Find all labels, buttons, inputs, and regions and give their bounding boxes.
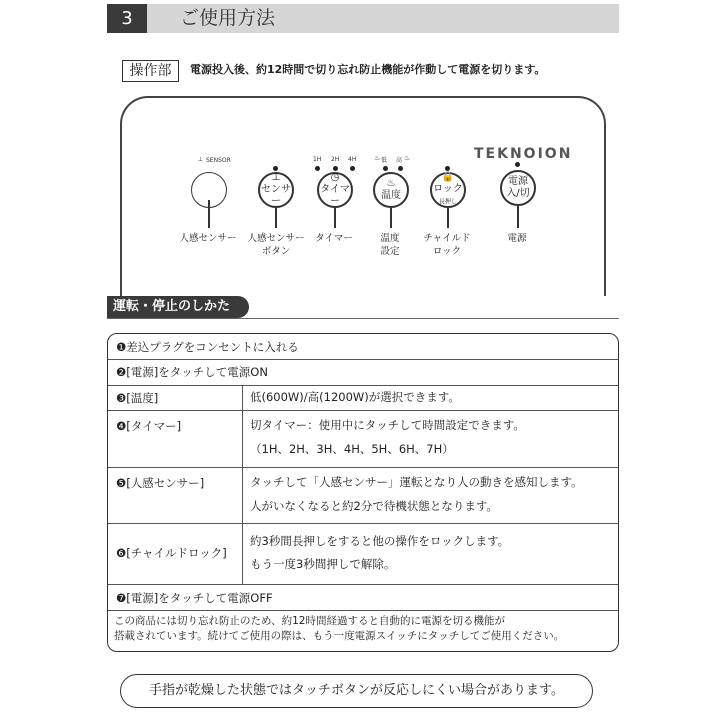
step-3-key: ❸[温度]	[116, 391, 159, 405]
step-7: ❼[電源]をタッチして電源OFF	[116, 591, 273, 605]
step-5-key: ❺[人感センサー]	[116, 476, 205, 490]
step-5-line1: タッチして「人感センサー」運転となり人の動きを感知します。	[250, 475, 583, 489]
sensor-button-caption: 人感センサー ボタン	[247, 233, 305, 257]
step-4-line1: 切タイマー：使用中にタッチして時間設定できます。	[250, 418, 525, 432]
person-icon: ⊥	[271, 172, 281, 183]
temperature-button-label: 温度	[381, 190, 401, 201]
clock-icon: ◷	[330, 172, 340, 183]
section-number: 3	[107, 4, 147, 33]
table-row	[108, 359, 618, 386]
timer-caption: タイマー	[315, 233, 353, 244]
sensor-indicator	[273, 166, 278, 171]
table-row	[108, 410, 618, 468]
power-indicator	[515, 162, 520, 167]
step-6-line2: もう一度3秒間押しで解除。	[250, 557, 396, 571]
lock-indicator	[445, 166, 450, 171]
power-button[interactable]	[500, 170, 536, 206]
table-row	[108, 467, 618, 524]
power-button-label: 電源 入/切	[506, 176, 530, 199]
section-title: ご使用方法	[180, 7, 276, 29]
human-sensor-label: 人感センサー	[179, 233, 237, 244]
table-row	[108, 385, 618, 411]
step-4-line2: （1H、2H、3H、4H、5H、6H、7H）	[250, 442, 454, 456]
table-note-row	[108, 610, 618, 652]
leader-line-sensor	[275, 208, 277, 228]
table-row	[108, 584, 618, 611]
sensor-icon: ⊥	[198, 156, 204, 163]
leader-line-sensor-window	[208, 200, 210, 228]
table-row	[108, 334, 618, 360]
timer-indicator-1h	[315, 166, 320, 171]
flame-icon: ♨	[386, 178, 396, 189]
leader-line-timer	[334, 208, 336, 228]
leader-line-lock	[447, 208, 449, 228]
child-lock-button[interactable]	[430, 172, 466, 208]
temp-indicator-high	[398, 166, 403, 171]
column-divider	[242, 467, 243, 523]
column-divider	[242, 385, 243, 410]
flame-low-icon: ♨	[374, 154, 381, 162]
touch-notice: 手指が乾燥した状態ではタッチボタンが反応しにくい場合があります。	[120, 674, 593, 708]
step-5-line2: 人がいなくなると約2分で待機状態となります。	[250, 499, 498, 513]
auto-off-note-line2: 搭載されています。続けてご使用の際は、もう一度電源スイッチにタッチしてご使用ください。	[114, 630, 565, 642]
leader-line-power	[517, 206, 519, 228]
leader-line-temperature	[390, 208, 392, 228]
subsection-rule	[107, 318, 619, 319]
temp-mark-low: 低	[381, 157, 388, 164]
temp-mark-high: 高	[396, 157, 403, 164]
sensor-tag: SENSOR	[206, 157, 231, 164]
timer-mark-4h: 4H	[348, 156, 357, 163]
step-4-key: ❹[タイマー]	[116, 419, 182, 433]
timer-button[interactable]	[317, 172, 353, 208]
operation-description: 電源投入後、約12時間で切り忘れ防止機能が作動して電源を切ります。	[190, 63, 546, 76]
auto-off-note-line1: この商品には切り忘れ防止のため、約12時間経過すると自動的に電源を切る機能が	[114, 615, 505, 627]
column-divider	[242, 410, 243, 467]
step-3-value: 低(600W)/高(1200W)が選択できます。	[250, 390, 460, 404]
lock-button-sub: 長押し	[438, 198, 457, 206]
operation-label: 操作部	[122, 60, 179, 82]
lock-icon: 🔒	[441, 171, 455, 183]
flame-high-icon: ♨	[404, 154, 411, 162]
column-divider	[242, 523, 243, 584]
timer-mark-2h: 2H	[331, 156, 340, 163]
step-6-key: ❻[チャイルドロック]	[116, 546, 227, 560]
step-1: ❶差込プラグをコンセントに入れる	[116, 340, 299, 354]
subsection-title: 運転・停止のしかた	[107, 296, 249, 318]
table-row	[108, 523, 618, 585]
timer-indicator-4h	[350, 166, 355, 171]
step-2: ❷[電源]をタッチして電源ON	[116, 365, 268, 379]
brand-logo: TEKNOION	[474, 146, 573, 162]
child-lock-caption: チャイルド ロック	[423, 233, 471, 257]
temp-indicator-low	[383, 166, 388, 171]
sensor-button-label: センサー	[261, 184, 291, 207]
timer-button-label: タイマー	[320, 184, 350, 207]
temperature-button[interactable]	[373, 172, 409, 208]
temperature-caption: 温度 設定	[380, 233, 400, 257]
timer-indicator-2h	[333, 166, 338, 171]
instruction-table	[107, 333, 619, 652]
timer-mark-1h: 1H	[313, 156, 322, 163]
sensor-button[interactable]	[258, 172, 294, 208]
step-6-line1: 約3秒間長押しをすると他の操作をロックします。	[250, 534, 510, 548]
power-caption: 電源	[507, 233, 527, 244]
lock-button-label: ロック	[433, 183, 463, 195]
